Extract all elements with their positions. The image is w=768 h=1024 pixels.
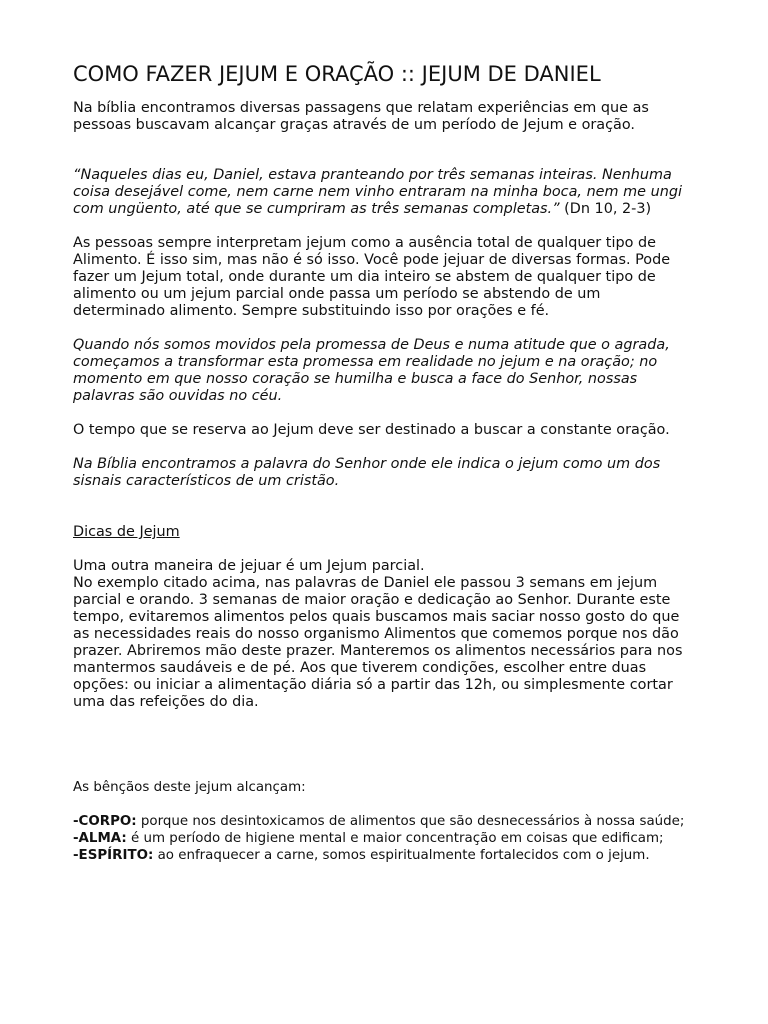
blessing-item-corpo — [73, 813, 695, 830]
blessing-label: -ESPÍRITO: — [73, 848, 154, 863]
interpret-paragraph: As pessoas sempre interpretam jejum como a ausência total de qualquer tipo de Alimento. É isso sim, mas não é só isso. Você pode jejuar de diversas formas. Pode fazer um Jejum total, onde durante um dia inteiro se abstem de qualquer tipo de alimento ou um jejum parcial onde passa um período se abstendo de um determinado alimento. Sempre substituindo isso por orações e fé. — [73, 235, 671, 319]
quote-text: “Naqueles dias eu, Daniel, estava pranteando por três semanas inteiras. Nenhuma coisa desejável come, nem carne nem vinho entraram na minha boca, nem me ungi com ungüento, até que se cumpriram as três semanas completas.” — [73, 167, 682, 217]
quote-paragraph — [73, 167, 695, 218]
blessing-item-espirito — [73, 847, 695, 864]
blessing-text: porque nos desintoxicamos de alimentos que são desnecessários à nossa saúde; — [136, 814, 685, 829]
time-paragraph: O tempo que se reserva ao Jejum deve ser destinado a buscar a constante oração. — [73, 422, 670, 438]
bible-paragraph: Na Bíblia encontramos a palavra do Senhor onde ele indica o jejum como um dos sisnais característicos de um cristão. — [73, 456, 661, 489]
intro-paragraph: Na bíblia encontramos diversas passagens que relatam experiências em que as pessoas buscavam alcançar graças através de um período de Jejum e oração. — [73, 100, 649, 133]
blessing-text: ao enfraquecer a carne, somos espiritualmente fortalecidos com o jejum. — [153, 848, 650, 863]
document-title: COMO FAZER JEJUM E ORAÇÃO :: JEJUM DE DANIEL — [73, 62, 601, 86]
tips-heading: Dicas de Jejum — [73, 524, 180, 540]
blessing-label: -ALMA: — [73, 831, 127, 846]
blessing-item-alma — [73, 830, 695, 847]
quote-reference: (Dn 10, 2-3) — [559, 201, 652, 217]
tips-line-1: Uma outra maneira de jejuar é um Jejum parcial. — [73, 558, 425, 574]
blessing-text: é um período de higiene mental e maior concentração em coisas que edificam; — [126, 831, 664, 846]
promise-paragraph: Quando nós somos movidos pela promessa de Deus e numa atitude que o agrada, começamos a transformar esta promessa em realidade no jejum e na oração; no momento em que nosso coração se humilha e busca a face do Senhor, nossas palavras são ouvidas no céu. — [73, 337, 670, 404]
document-page — [73, 60, 695, 864]
blessing-label: -CORPO: — [73, 814, 137, 829]
blessings-heading: As bênçãos deste jejum alcançam: — [73, 780, 306, 795]
blessings-list — [73, 813, 695, 864]
tips-body: No exemplo citado acima, nas palavras de Daniel ele passou 3 semans em jejum parcial e orando. 3 semanas de maior oração e dedicação ao Senhor. Durante este tempo, evitaremos alimentos pelos quais buscamos mais saciar nosso gosto do que as necessidades reais do nosso organismo Alimentos que comemos porque nos dão prazer. Abriremos mão deste prazer. Manteremos os alimentos necessários para nos mantermos saudáveis e de pé. Aos que tiverem condições, escolher entre duas opções: ou iniciar a alimentação diária só a partir das 12h, ou simplesmente cortar uma das refeições do dia. — [73, 575, 683, 710]
